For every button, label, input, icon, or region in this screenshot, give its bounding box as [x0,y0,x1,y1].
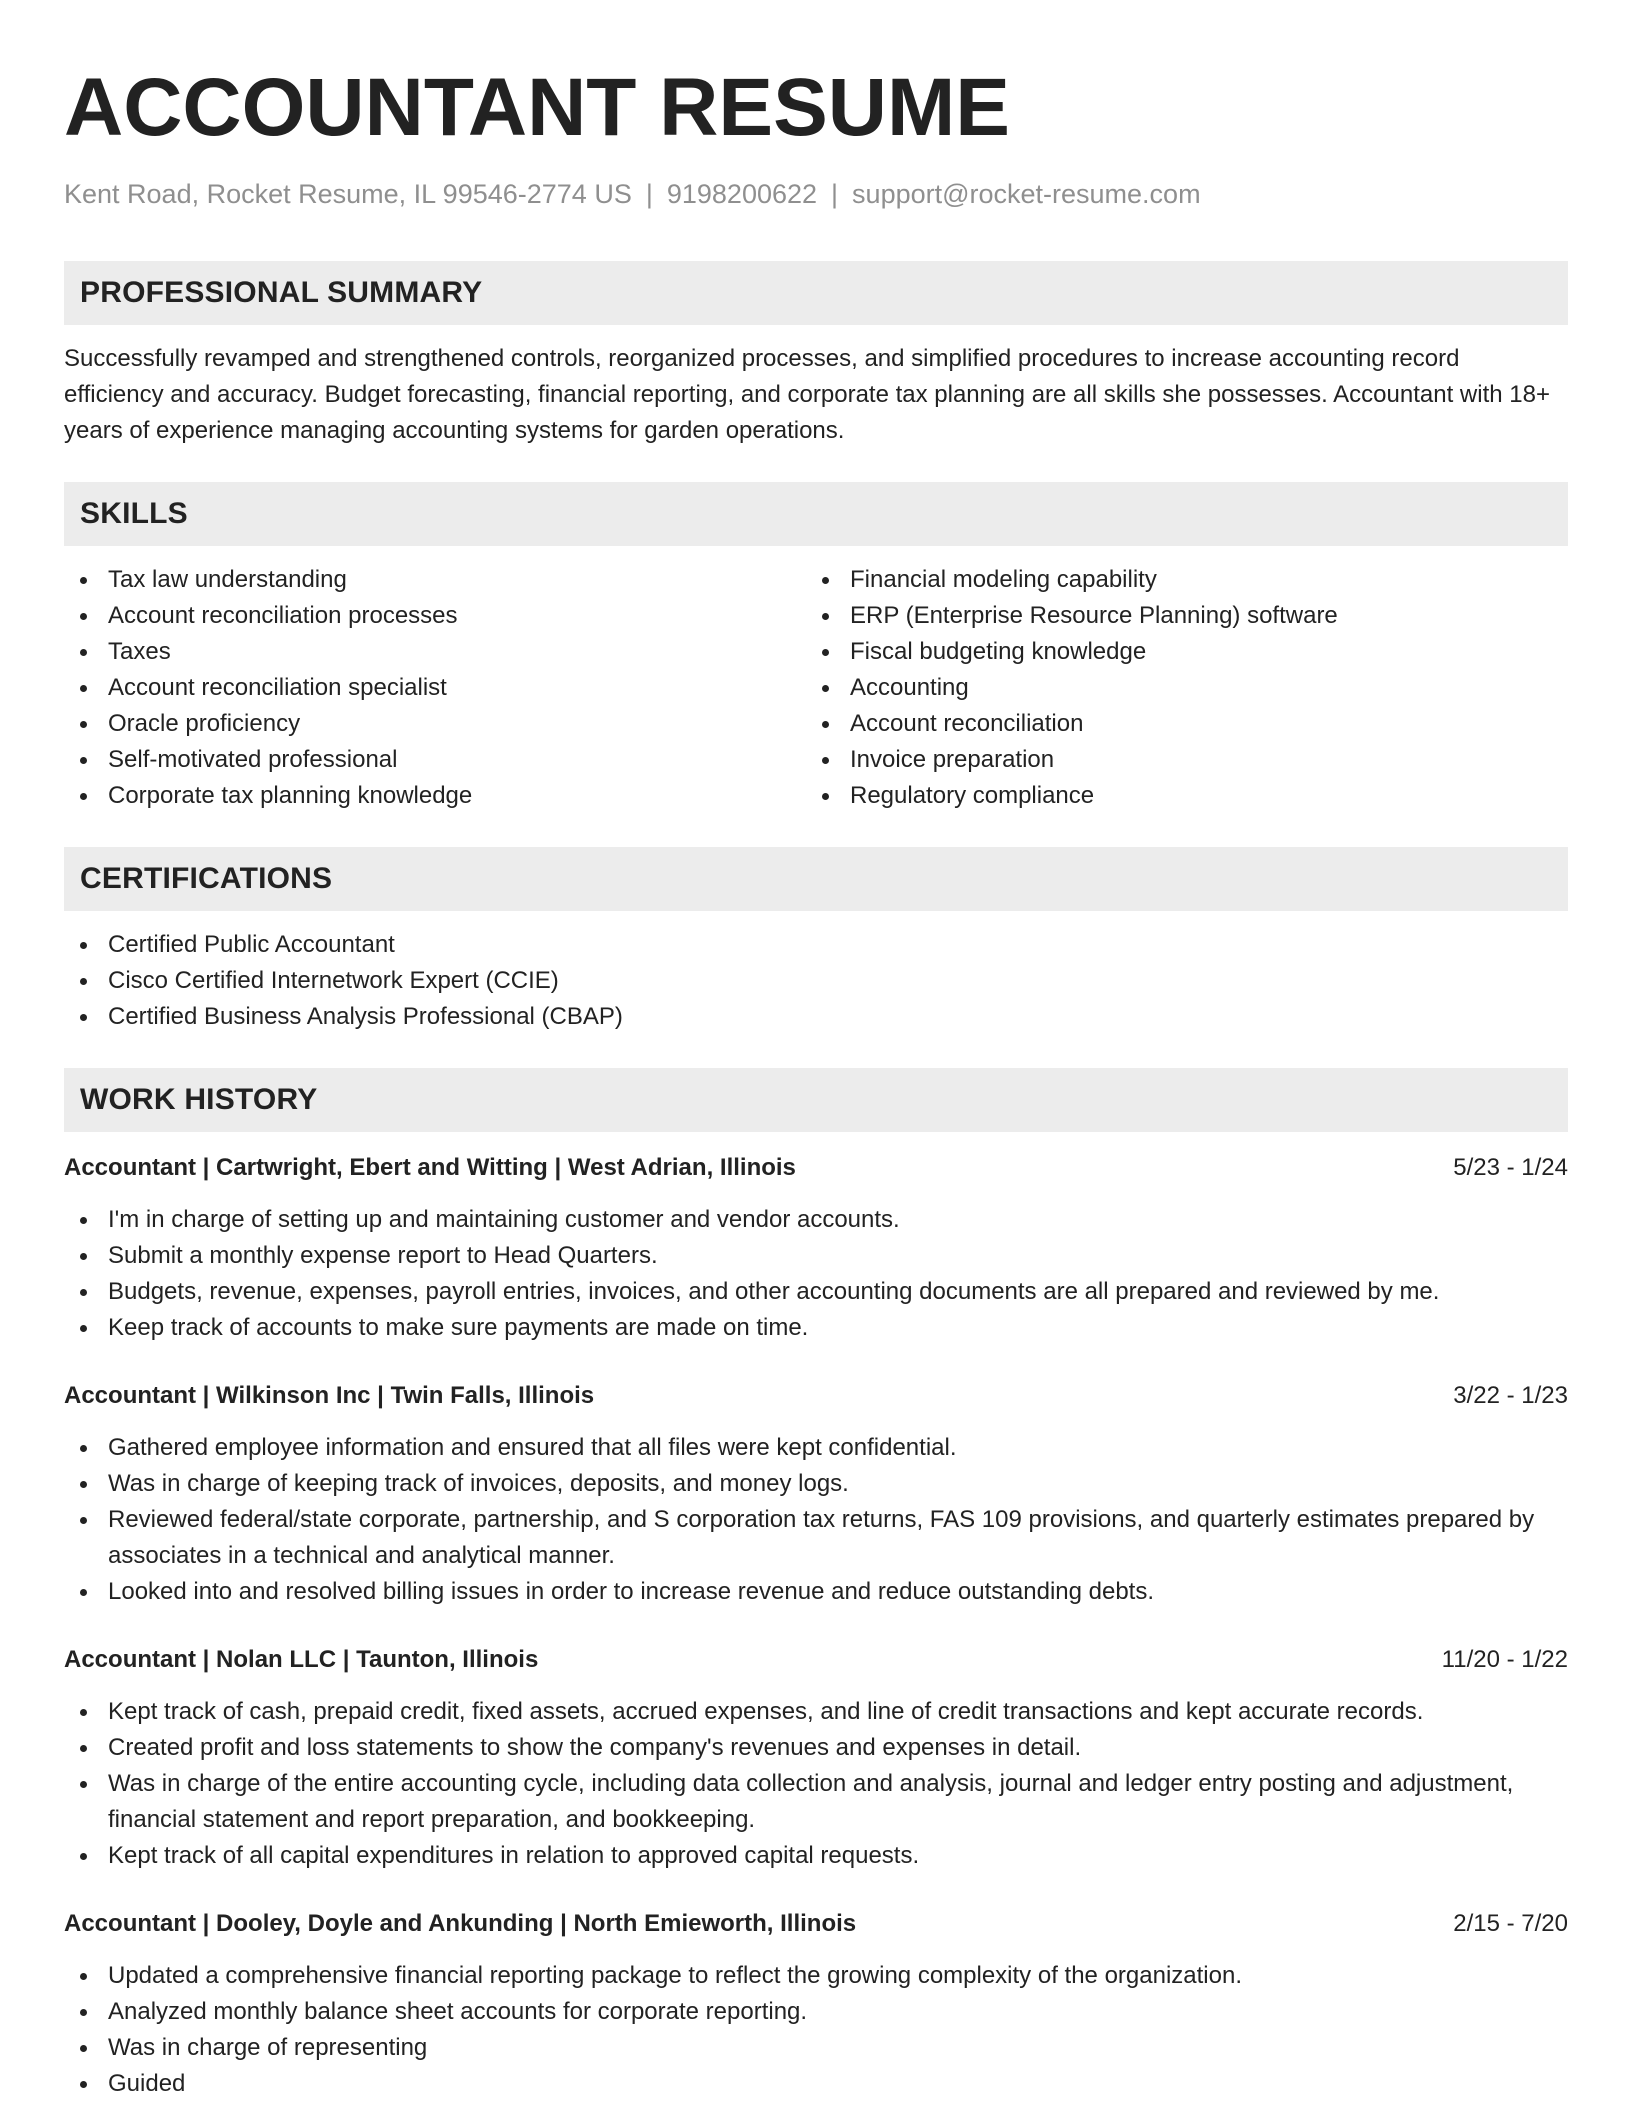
job-bullet: Analyzed monthly balance sheet accounts for corporate reporting. [64,1994,1568,2030]
certification-item: Certified Business Analysis Professional (CBAP) [64,999,1568,1035]
skill-item: Financial modeling capability [806,562,1548,598]
job-bullet: Guided [64,2066,1568,2102]
certification-item: Cisco Certified Internetwork Expert (CCIE) [64,963,1568,999]
phone-number: 9198200622 [666,179,818,209]
skill-item: Taxes [64,634,806,670]
job-bullet: Updated a comprehensive financial reporting package to reflect the growing complexity of the organization. [64,1958,1568,1994]
section-heading-summary: PROFESSIONAL SUMMARY [64,261,1568,325]
job-bullets [64,1202,1568,1346]
job-header [64,1378,1568,1414]
section-heading-work-history: WORK HISTORY [64,1068,1568,1132]
contact-separator: | [831,179,839,209]
skill-item: Account reconciliation [806,706,1548,742]
certifications-list [64,927,1568,1035]
job-title: Accountant | Nolan LLC | Taunton, Illinois [64,1646,539,1673]
skill-item: Regulatory compliance [806,778,1548,814]
job-bullet: Was in charge of the entire accounting cycle, including data collection and analysis, journal and ledger entry posting and adjustment, financial statement and report preparation, and bookkeeping. [64,1766,1568,1838]
contact-line [64,176,1568,212]
job-bullet: Looked into and resolved billing issues in order to increase revenue and reduce outstanding debts. [64,1574,1568,1610]
job-bullet: Submit a monthly expense report to Head Quarters. [64,1238,1568,1274]
job-bullet: I'm in charge of setting up and maintaining customer and vendor accounts. [64,1202,1568,1238]
job-header [64,1150,1568,1186]
job-title: Accountant | Dooley, Doyle and Ankunding | North Emieworth, Illinois [64,1910,857,1937]
job-bullet: Gathered employee information and ensured that all files were kept confidential. [64,1430,1568,1466]
job-bullet: Budgets, revenue, expenses, payroll entries, invoices, and other accounting documents are all prepared and reviewed by me. [64,1274,1568,1310]
section-heading-skills: SKILLS [64,482,1568,546]
job-entry [64,1642,1568,1874]
job-entry [64,1150,1568,1346]
skill-item: Accounting [806,670,1548,706]
skill-item: ERP (Enterprise Resource Planning) software [806,598,1548,634]
job-bullets [64,1694,1568,1874]
job-bullet: Kept track of all capital expenditures in relation to approved capital requests. [64,1838,1568,1874]
job-dates: 5/23 - 1/24 [1453,1154,1568,1181]
job-bullet: Kept track of cash, prepaid credit, fixed assets, accrued expenses, and line of credit transactions and kept accurate records. [64,1694,1568,1730]
job-entry [64,1906,1568,2102]
summary-text: Successfully revamped and strengthened controls, reorganized processes, and simplified procedures to increase accounting record efficiency and accuracy. Budget forecasting, financial reporting, and corporate tax planning are all skills she possesses. Accountant with 18+ years of experience managing accounting systems for garden operations. [64,345,1550,444]
email-address: support@rocket-resume.com [852,179,1201,209]
address: Kent Road, Rocket Resume, IL 99546-2774 US [64,179,632,209]
job-bullet: Was in charge of representing [64,2030,1568,2066]
job-bullets [64,1430,1568,1610]
job-dates: 3/22 - 1/23 [1453,1382,1568,1409]
skill-item: Fiscal budgeting knowledge [806,634,1548,670]
skill-item: Corporate tax planning knowledge [64,778,806,814]
job-title: Accountant | Cartwright, Ebert and Witting | West Adrian, Illinois [64,1154,796,1181]
contact-separator: | [645,179,653,209]
skill-item: Invoice preparation [806,742,1548,778]
certification-item: Certified Public Accountant [64,927,1568,963]
job-dates: 11/20 - 1/22 [1441,1646,1568,1673]
job-header [64,1642,1568,1678]
skill-item: Self-motivated professional [64,742,806,778]
job-bullet: Was in charge of keeping track of invoices, deposits, and money logs. [64,1466,1568,1502]
skill-item: Tax law understanding [64,562,806,598]
job-bullet: Keep track of accounts to make sure payments are made on time. [64,1310,1568,1346]
job-bullet: Reviewed federal/state corporate, partnership, and S corporation tax returns, FAS 109 provisions, and quarterly estimates prepared by associates in a technical and analytical manner. [64,1502,1568,1574]
section-heading-certifications: CERTIFICATIONS [64,847,1568,911]
job-bullets [64,1958,1568,2102]
job-header [64,1906,1568,1942]
resume-title: ACCOUNTANT RESUME [64,62,1011,153]
skill-item: Account reconciliation specialist [64,670,806,706]
job-title: Accountant | Wilkinson Inc | Twin Falls, Illinois [64,1382,595,1409]
skill-item: Oracle proficiency [64,706,806,742]
job-entry [64,1378,1568,1610]
skills-list-right [806,562,1548,814]
job-bullet: Created profit and loss statements to show the company's revenues and expenses in detail. [64,1730,1568,1766]
skills-grid [64,562,1568,814]
skill-item: Account reconciliation processes [64,598,806,634]
job-dates: 2/15 - 7/20 [1453,1910,1568,1937]
skills-list-left [64,562,806,814]
